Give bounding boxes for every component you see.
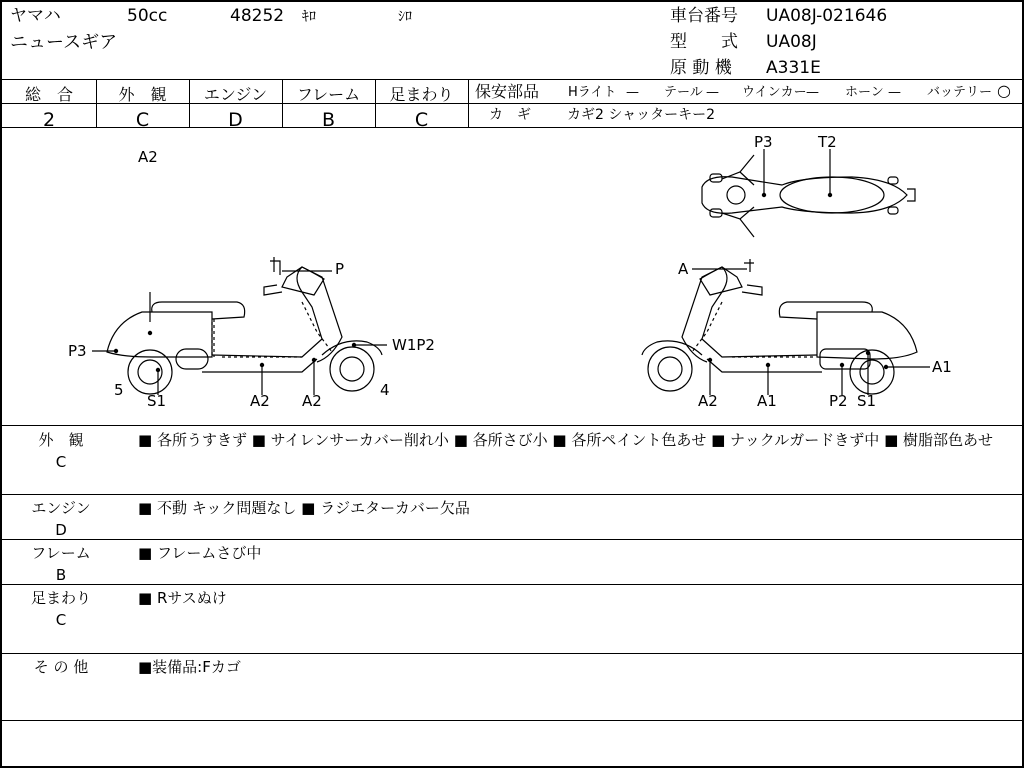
color: ｼﾛ bbox=[398, 9, 412, 25]
grade-value: D bbox=[228, 109, 243, 131]
diagram-label: P2 bbox=[829, 392, 848, 410]
diagram-label: 4 bbox=[380, 381, 390, 399]
section-frame-text: ■ フレームさび中 bbox=[138, 544, 262, 562]
grade-label: 外 観 bbox=[118, 85, 167, 104]
section-frame-label bbox=[16, 542, 106, 586]
section-label: エンジン bbox=[31, 499, 91, 517]
divider bbox=[468, 103, 1022, 104]
grade-label: フレーム bbox=[296, 85, 361, 104]
diagram-label: A2 bbox=[250, 392, 270, 410]
section-label: そ の 他 bbox=[33, 658, 89, 676]
section-exterior-label bbox=[16, 429, 106, 473]
grade-frame bbox=[282, 79, 375, 131]
divider bbox=[2, 539, 1022, 540]
diagram-label: 5 bbox=[114, 381, 124, 399]
safety-label: 保安部品 bbox=[475, 82, 540, 101]
diagram-label: S1 bbox=[857, 392, 877, 410]
grade-label: 足まわり bbox=[389, 85, 454, 104]
safety-item-battery: バッテリー bbox=[927, 85, 993, 100]
section-label: フレーム bbox=[31, 544, 91, 562]
diagram-label: T2 bbox=[818, 133, 837, 151]
diagram-label: A1 bbox=[757, 392, 777, 410]
divider bbox=[2, 584, 1022, 585]
diagram-label: P3 bbox=[754, 133, 773, 151]
engine-type-value: A331E bbox=[766, 58, 821, 78]
safety-item-headlight: Hライト bbox=[568, 85, 617, 100]
mileage-unit: ｷﾛ bbox=[302, 9, 316, 25]
divider bbox=[468, 79, 469, 127]
mileage: 48252 bbox=[230, 6, 285, 26]
divider bbox=[2, 653, 1022, 654]
right-side-view bbox=[642, 259, 930, 395]
model-type-label: 型 式 bbox=[670, 32, 738, 52]
section-exterior-text: ■ 各所うすきず ■ サイレンサーカバー削れ小 ■ 各所さび小 ■ 各所ペイント色あせ ■ ナックルガードきず中 ■ 樹脂部色あせ bbox=[138, 431, 994, 449]
section-suspension-text: ■ Rサスぬけ bbox=[138, 589, 227, 607]
section-grade: C bbox=[55, 611, 67, 629]
safety-item-horn: ホーン bbox=[845, 85, 884, 100]
section-engine-text: ■ 不動 キック問題なし ■ ラジエターカバー欠品 bbox=[138, 499, 470, 517]
safety-mark: — bbox=[706, 85, 719, 100]
section-suspension-label bbox=[16, 587, 106, 631]
divider bbox=[2, 720, 1022, 721]
safety-item-winker: ウインカー bbox=[742, 85, 807, 100]
grade-exterior bbox=[96, 79, 189, 131]
grade-overall bbox=[2, 79, 96, 131]
diagram-label: A bbox=[678, 260, 689, 278]
grade-value: 2 bbox=[42, 109, 56, 131]
key-value: カギ2 シャッターキー2 bbox=[567, 107, 715, 123]
diagram-label: A2 bbox=[698, 392, 718, 410]
safety-item-tail: テール bbox=[664, 85, 703, 100]
safety-mark: — bbox=[888, 85, 901, 100]
section-grade: B bbox=[55, 566, 67, 584]
model-type-value: UA08J bbox=[766, 32, 817, 52]
grade-value: C bbox=[135, 109, 150, 131]
frame-number-label: 車台番号 bbox=[670, 6, 738, 26]
diagram-label: S1 bbox=[147, 392, 167, 410]
section-label: 足まわり bbox=[30, 589, 91, 607]
displacement: 50cc bbox=[127, 6, 168, 26]
diagram-label: P bbox=[335, 260, 345, 278]
safety-mark: — bbox=[626, 85, 639, 100]
engine-type-label: 原 動 機 bbox=[670, 58, 732, 78]
top-view bbox=[702, 149, 915, 237]
section-engine-label bbox=[16, 497, 106, 541]
scooter-diagram bbox=[2, 127, 1022, 425]
safety-mark: — bbox=[806, 85, 819, 100]
section-grade: C bbox=[55, 453, 67, 471]
section-other-label bbox=[16, 656, 106, 678]
diagram-label: A1 bbox=[932, 358, 952, 376]
grade-label: 総 合 bbox=[24, 85, 73, 104]
grade-label: エンジン bbox=[203, 85, 268, 104]
section-grade: D bbox=[55, 521, 67, 539]
diagram-label: W1P2 bbox=[392, 336, 435, 354]
safety-mark: ○ bbox=[997, 81, 1011, 100]
grade-value: B bbox=[321, 109, 336, 131]
divider bbox=[2, 494, 1022, 495]
grade-engine bbox=[189, 79, 282, 131]
diagram-label: P3 bbox=[68, 342, 87, 360]
maker: ヤマハ bbox=[10, 6, 61, 26]
diagram-label: A2 bbox=[138, 148, 158, 166]
diagram-label: A2 bbox=[302, 392, 322, 410]
frame-number-value: UA08J-021646 bbox=[766, 6, 888, 26]
key-label: カ ギ bbox=[489, 107, 531, 123]
model-name: ニュースギア bbox=[10, 32, 118, 53]
grade-suspension bbox=[375, 79, 468, 131]
section-other-text: ■装備品:Fカゴ bbox=[138, 658, 241, 676]
grade-value: C bbox=[414, 109, 429, 131]
section-label: 外 観 bbox=[38, 431, 84, 449]
divider bbox=[2, 425, 1022, 426]
